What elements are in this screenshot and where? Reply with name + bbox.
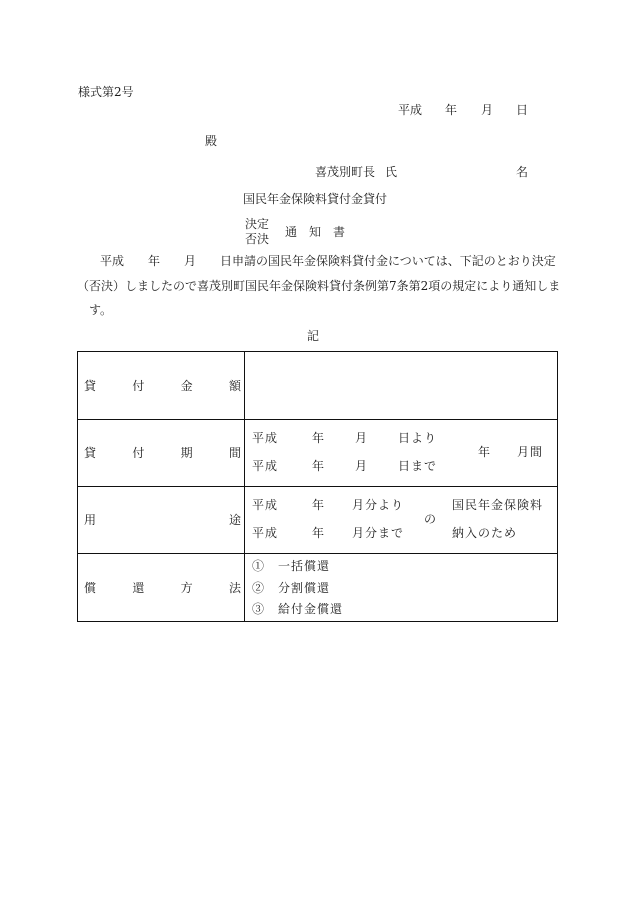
loan-period-label-char: 期 bbox=[180, 446, 193, 460]
purpose-to-era: 平成 bbox=[252, 526, 279, 540]
period-from-day: 日より bbox=[398, 431, 438, 445]
loan-period-label-char: 付 bbox=[132, 446, 145, 460]
date-day-unit: 日 bbox=[516, 103, 529, 117]
purpose-to-year: 年 bbox=[312, 526, 326, 540]
table-row-purpose bbox=[78, 487, 558, 554]
loan-amount-label bbox=[78, 352, 244, 419]
notice-document-type: 通 知 書 bbox=[285, 225, 346, 239]
body-line: 平成 年 月 日申請の国民年金保険料貸付金については、下記のとおり決定 bbox=[100, 254, 556, 268]
loan-amount-value-cell bbox=[245, 352, 558, 420]
loan-amount-label-char: 付 bbox=[132, 378, 145, 393]
period-duration-month: 月間 bbox=[517, 445, 544, 459]
repayment-option: ③ 給付金償還 bbox=[252, 602, 344, 616]
repayment-label-char: 償 bbox=[84, 580, 97, 595]
repayment-options bbox=[245, 554, 557, 621]
loan-period-label-char: 間 bbox=[228, 446, 241, 460]
loan-amount-label-cell bbox=[78, 352, 245, 420]
issuer-name-label-second: 名 bbox=[516, 165, 529, 179]
purpose-value bbox=[245, 487, 557, 553]
notice-option-rejected: 否決 bbox=[245, 232, 270, 246]
repayment-label-char: 方 bbox=[180, 580, 193, 595]
purpose-from-era: 平成 bbox=[252, 498, 279, 512]
loan-period-label-cell bbox=[78, 420, 245, 487]
purpose-to-month: 月分まで bbox=[352, 526, 405, 540]
subject-title: 国民年金保険料貸付金貸付 bbox=[243, 192, 388, 206]
date-month-unit: 月 bbox=[481, 103, 494, 117]
issuer-name-label-first: 氏 bbox=[385, 165, 398, 179]
period-to-month: 月 bbox=[355, 459, 369, 473]
repayment-label bbox=[78, 554, 244, 621]
table-row-loan-period bbox=[78, 420, 558, 487]
purpose-value-cell bbox=[245, 487, 558, 554]
loan-period-value bbox=[245, 420, 557, 486]
period-duration-year: 年 bbox=[478, 445, 492, 459]
form-number: 様式第2号 bbox=[78, 85, 134, 99]
loan-period-label-char: 貸 bbox=[84, 446, 97, 460]
loan-amount-label-char: 額 bbox=[228, 378, 241, 393]
body-line: す。 bbox=[89, 303, 113, 317]
loan-amount-label-char: 貸 bbox=[84, 378, 97, 393]
period-from-era: 平成 bbox=[252, 431, 279, 445]
body-line: （否決）しましたので喜茂別町国民年金保険料貸付条例第7条第2項の規定により通知しま bbox=[77, 279, 561, 293]
purpose-from-month: 月分より bbox=[352, 498, 405, 512]
purpose-label-cell bbox=[78, 487, 245, 554]
table-row-repayment-method bbox=[78, 554, 558, 622]
purpose-line-2-text: 納入のため bbox=[452, 526, 518, 540]
purpose-label-char: 用 bbox=[84, 513, 97, 527]
purpose-from-year: 年 bbox=[312, 498, 326, 512]
period-to-year: 年 bbox=[312, 459, 326, 473]
loan-amount-value bbox=[245, 352, 557, 419]
table-row-loan-amount bbox=[78, 352, 558, 420]
repayment-label-char: 法 bbox=[228, 580, 241, 595]
repayment-option: ① 一括償還 bbox=[252, 559, 331, 573]
purpose-label bbox=[78, 487, 244, 553]
note-heading: 記 bbox=[307, 329, 320, 343]
repayment-label-char: 還 bbox=[132, 580, 145, 595]
loan-amount-label-char: 金 bbox=[180, 378, 193, 393]
date-year-unit: 年 bbox=[445, 103, 458, 117]
date-era: 平成 bbox=[398, 103, 423, 117]
loan-period-value-cell bbox=[245, 420, 558, 487]
purpose-label-char: 途 bbox=[228, 513, 241, 527]
period-from-month: 月 bbox=[355, 431, 369, 445]
loan-period-label bbox=[78, 420, 244, 486]
addressee-honorific: 殿 bbox=[205, 134, 218, 148]
repayment-label-cell bbox=[78, 554, 245, 622]
details-table bbox=[77, 351, 558, 622]
repayment-value-cell bbox=[245, 554, 558, 622]
period-from-year: 年 bbox=[312, 431, 326, 445]
notice-option-decided: 決定 bbox=[245, 217, 270, 231]
period-to-day: 日まで bbox=[398, 459, 438, 473]
purpose-connector: の bbox=[424, 512, 438, 526]
repayment-option: ② 分割償還 bbox=[252, 581, 331, 595]
issuer-title: 喜茂別町長 bbox=[315, 165, 376, 179]
period-to-era: 平成 bbox=[252, 459, 279, 473]
purpose-line-1-text: 国民年金保険料 bbox=[452, 498, 544, 512]
